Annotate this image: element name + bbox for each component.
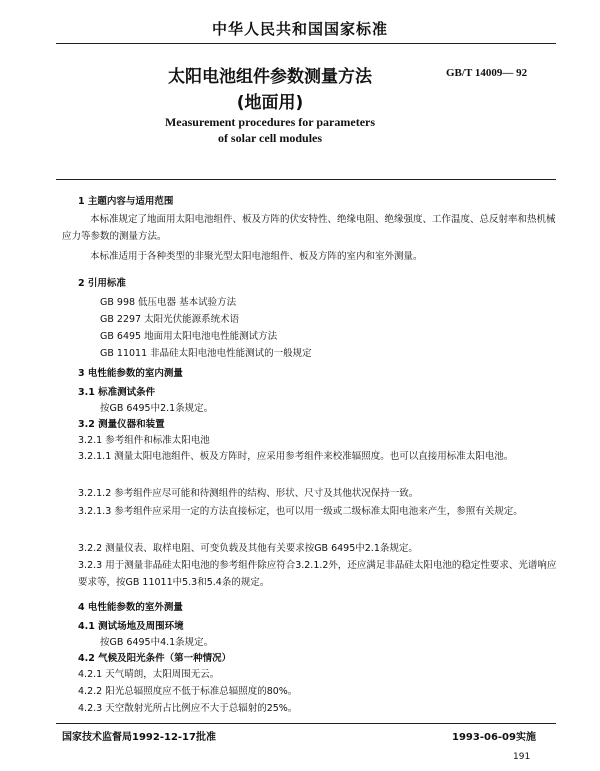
reference-item: GB 6495 地面用太阳电池电性能测试方法: [100, 331, 278, 342]
section-4-heading: 4 电性能参数的室外测量: [78, 602, 183, 613]
clause-3-2: 3.2 测量仪器和装置: [78, 419, 165, 430]
clause-3-1: 3.1 标准测试条件: [78, 387, 156, 398]
section-3-heading: 3 电性能参数的室内测量: [78, 368, 183, 379]
clause-3-2-3: 3.2.3 用于测量非晶硅太阳电池的参考组件除应符合3.2.1.2外，还应满足非晶硅太阳电池的稳定性要求、光谱响应要求等，按GB 11011中5.3和5.4条的规定。: [78, 560, 557, 588]
reference-item: GB 998 低压电器 基本试验方法: [100, 297, 237, 308]
clause-4-1-text: 按GB 6495中4.1条规定。: [100, 637, 214, 648]
section-1-paragraph-2: 本标准适用于各种类型的非聚光型太阳电池组件、板及方阵的室内和室外测量。: [90, 251, 423, 262]
effective-date: 1993-06-09实施: [452, 732, 536, 743]
document-subtitle: (地面用): [236, 93, 304, 113]
document-title: 太阳电池组件参数测量方法: [168, 67, 372, 87]
section-1-heading: 1 主题内容与适用范围: [78, 196, 174, 207]
clause-3-2-1-2: 3.2.1.2 参考组件应尽可能和待测组件的结构、形状、尺寸及其他状况保持一致。: [78, 488, 419, 499]
clause-3-1-text: 按GB 6495中2.1条规定。: [100, 403, 214, 414]
title-rule: [56, 179, 556, 180]
page-number: 191: [513, 752, 531, 762]
clause-3-2-1: 3.2.1 参考组件和标准太阳电池: [78, 435, 210, 446]
standard-number: GB/T 14009— 92: [446, 67, 528, 79]
footer-rule: [56, 723, 556, 724]
reference-item: GB 11011 非晶硅太阳电池电性能测试的一般规定: [100, 348, 312, 359]
clause-3-2-1-1: 3.2.1.1 测量太阳电池组件、板及方阵时，应采用参考组件来校准辐照度。也可以直接用标准太阳电池。: [78, 451, 514, 462]
clause-4-2-1: 4.2.1 天气晴朗，太阳周围无云。: [78, 669, 220, 680]
clause-3-2-2: 3.2.2 测量仪表、取样电阻、可变负载及其他有关要求按GB 6495中2.1条规定。: [78, 543, 418, 554]
clause-4-2-2: 4.2.2 阳光总辐照度应不低于标准总辐照度的80%。: [78, 686, 298, 697]
clause-3-2-1-3: 3.2.1.3 参考组件应采用一定的方法直接标定，也可以用一级或二级标准太阳电池来产生，参照有关规定。: [78, 506, 523, 517]
reference-item: GB 2297 太阳光伏能源系统术语: [100, 314, 240, 325]
header-rule: [56, 43, 556, 44]
english-title-line2: of solar cell modules: [217, 131, 323, 145]
english-title-line1: Measurement procedures for parameters: [164, 115, 376, 129]
national-standard-header: 中华人民共和国国家标准: [211, 20, 388, 38]
section-1-paragraph-1: 本标准规定了地面用太阳电池组件、板及方阵的伏安特性、绝缘电阻、绝缘强度、工作温度、总反射率和热机械应力等参数的测量方法。: [62, 214, 556, 242]
clause-4-2-3: 4.2.3 天空散射光所占比例应不大于总辐射的25%。: [78, 703, 298, 714]
clause-4-1: 4.1 测试场地及周围环境: [78, 621, 184, 632]
approval-date: 国家技术监督局1992-12-17批准: [62, 732, 216, 743]
section-2-heading: 2 引用标准: [78, 278, 126, 289]
clause-4-2: 4.2 气候及阳光条件（第一种情况）: [78, 653, 232, 664]
